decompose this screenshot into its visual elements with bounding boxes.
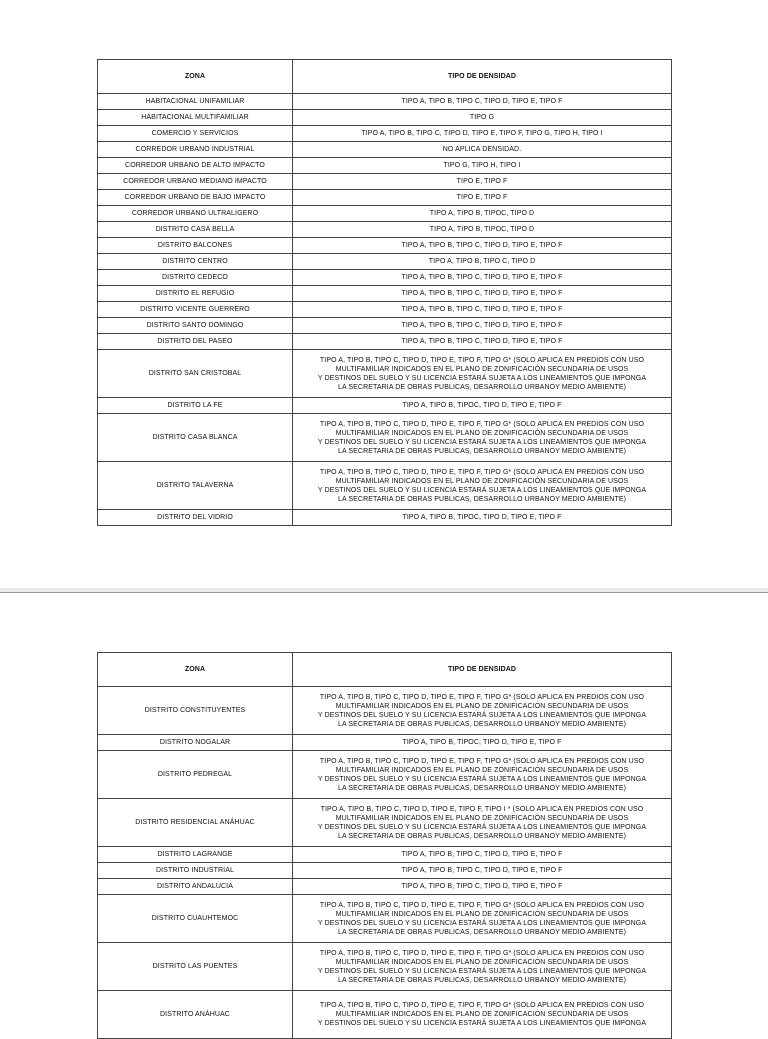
tipo-densidad-cell: TIPO A, TIPO B, TIPOC, TIPO D <box>293 206 672 222</box>
zona-cell: DISTRITO INDUSTRIAL <box>98 863 293 879</box>
table-row <box>98 302 672 318</box>
zona-cell: DISTRITO CENTRO <box>98 254 293 270</box>
table-row <box>98 398 672 414</box>
zona-cell: HABITACIONAL MULTIFAMILIAR <box>98 110 293 126</box>
table-row <box>98 174 672 190</box>
header-tipo: TIPO DE DENSIDAD <box>293 653 672 687</box>
zona-cell: DISTRITO SANTO DOMINGO <box>98 318 293 334</box>
zona-cell: CORREDOR URBANO ULTRALIGERO <box>98 206 293 222</box>
table-row <box>98 799 672 847</box>
zona-cell: HABITACIONAL UNIFAMILIAR <box>98 94 293 110</box>
tipo-densidad-cell: TIPO A, TIPO B, TIPO C, TIPO D, TIPO E, TIPO F <box>293 318 672 334</box>
table-header-row <box>98 653 672 687</box>
zona-cell: DISTRITO CUAUHTEMOC <box>98 895 293 943</box>
tipo-densidad-cell: TIPO A, TIPO B, TIPOC, TIPO D, TIPO E, TIPO F <box>293 735 672 751</box>
zona-cell: COMERCIO Y SERVICIOS <box>98 126 293 142</box>
table-row <box>98 142 672 158</box>
zona-cell: DISTRITO LAS PUENTES <box>98 943 293 991</box>
table-header-row <box>98 60 672 94</box>
header-zona: ZONA <box>98 653 293 687</box>
table-row <box>98 254 672 270</box>
table-row <box>98 350 672 398</box>
zona-cell: DISTRITO BALCONES <box>98 238 293 254</box>
zona-cell: DISTRITO LAGRANGE <box>98 847 293 863</box>
zona-cell: DISTRITO SAN CRISTOBAL <box>98 350 293 398</box>
zona-cell: DISTRITO ANÁHUAC <box>98 991 293 1039</box>
table-row <box>98 735 672 751</box>
tipo-densidad-cell: TIPO A, TIPO B, TIPOC, TIPO D <box>293 222 672 238</box>
table-row <box>98 510 672 526</box>
tipo-densidad-cell: TIPO A, TIPO B, TIPO C, TIPO D, TIPO E, TIPO F, TIPO I * (SOLO APLICA EN PREDIOS CON USO MULTIFAMILIAR INDICADOS EN EL PLANO DE ZONIFICACIÓN SECUNDARIA DE USOS Y DESTINOS DEL SUELO Y SU LICENCIA ESTARÁ SUJETA A LOS LINEAMIENTOS QUE IMPONGA LA SECRETARIA DE OBRAS PUBLICAS, DESARROLLO URBANOY MEDIO AMBIENTE) <box>293 799 672 847</box>
tipo-densidad-cell: TIPO A, TIPO B, TIPO C, TIPO D, TIPO E, TIPO F, TIPO G* (SOLO APLICA EN PREDIOS CON USO MULTIFAMILIAR INDICADOS EN EL PLANO DE ZONIFICACIÓN SECUNDARIA DE USOS Y DESTINOS DEL SUELO Y SU LICENCIA ESTARÁ SUJETA A LOS LINEAMIENTOS QUE IMPONGA LA SECRETARIA DE OBRAS PUBLICAS, DESARROLLO URBANOY MEDIO AMBIENTE) <box>293 350 672 398</box>
table-row <box>98 126 672 142</box>
tipo-densidad-cell: TIPO A, TIPO B, TIPO C, TIPO D, TIPO E, TIPO F, TIPO G* (SOLO APLICA EN PREDIOS CON USO MULTIFAMILIAR INDICADOS EN EL PLANO DE ZONIFICACIÓN SECUNDARIA DE USOS Y DESTINOS DEL SUELO Y SU LICENCIA ESTARÁ SUJETA A LOS LINEAMIENTOS QUE IMPONGA LA SECRETARIA DE OBRAS PUBLICAS, DESARROLLO URBANOY MEDIO AMBIENTE) <box>293 462 672 510</box>
zona-cell: DISTRITO TALAVERNA <box>98 462 293 510</box>
header-zona: ZONA <box>98 60 293 94</box>
tipo-densidad-cell: TIPO A, TIPO B, TIPO C, TIPO D, TIPO E, TIPO F <box>293 94 672 110</box>
table-row <box>98 334 672 350</box>
zona-cell: DISTRITO DEL PASEO <box>98 334 293 350</box>
table-row <box>98 687 672 735</box>
table-row <box>98 895 672 943</box>
zona-cell: DISTRITO CEDECO <box>98 270 293 286</box>
zona-cell: DISTRITO ANDALUCIA <box>98 879 293 895</box>
table-row <box>98 222 672 238</box>
header-tipo: TIPO DE DENSIDAD <box>293 60 672 94</box>
table-row <box>98 206 672 222</box>
tipo-densidad-cell: TIPO G <box>293 110 672 126</box>
tipo-densidad-cell: TIPO A, TIPO B, TIPO C, TIPO D, TIPO E, TIPO F <box>293 238 672 254</box>
tipo-densidad-cell: TIPO A, TIPO B, TIPO C, TIPO D <box>293 254 672 270</box>
tipo-densidad-cell: TIPO E, TIPO F <box>293 190 672 206</box>
zona-cell: DISTRITO EL REFUGIO <box>98 286 293 302</box>
tipo-densidad-cell: TIPO A, TIPO B, TIPO C, TIPO D, TIPO E, TIPO F, TIPO G* (SOLO APLICA EN PREDIOS CON USO MULTIFAMILIAR INDICADOS EN EL PLANO DE ZONIFICACIÓN SECUNDARIA DE USOS Y DESTINOS DEL SUELO Y SU LICENCIA ESTARÁ SUJETA A LOS LINEAMIENTOS QUE IMPONGA LA SECRETARIA DE OBRAS PUBLICAS, DESARROLLO URBANOY MEDIO AMBIENTE) <box>293 943 672 991</box>
tipo-densidad-cell: TIPO E, TIPO F <box>293 174 672 190</box>
tipo-densidad-cell: TIPO G, TIPO H, TIPO I <box>293 158 672 174</box>
tipo-densidad-cell: TIPO A, TIPO B, TIPO C, TIPO D, TIPO E, TIPO F, TIPO G* (SOLO APLICA EN PREDIOS CON USO MULTIFAMILIAR INDICADOS EN EL PLANO DE ZONIFICACIÓN SECUNDARIA DE USOS Y DESTINOS DEL SUELO Y SU LICENCIA ESTARÁ SUJETA A LOS LINEAMIENTOS QUE IMPONGA LA SECRETARIA DE OBRAS PUBLICAS, DESARROLLO URBANOY MEDIO AMBIENTE) <box>293 414 672 462</box>
zona-cell: DISTRITO PEDREGAL <box>98 751 293 799</box>
tipo-densidad-cell: TIPO A, TIPO B, TIPOC, TIPO D, TIPO E, TIPO F <box>293 510 672 526</box>
table-row <box>98 462 672 510</box>
density-table-page-1 <box>97 59 672 526</box>
tipo-densidad-cell: TIPO A, TIPO B, TIPO C, TIPO D, TIPO E, TIPO F, TIPO G* (SOLO APLICA EN PREDIOS CON USO MULTIFAMILIAR INDICADOS EN EL PLANO DE ZONIFICACIÓN SECUNDARIA DE USOS Y DESTINOS DEL SUELO Y SU LICENCIA ESTARÁ SUJETA A LOS LINEAMIENTOS QUE IMPONGA LA SECRETARIA DE OBRAS PUBLICAS, DESARROLLO URBANOY MEDIO AMBIENTE) <box>293 751 672 799</box>
tipo-densidad-cell: TIPO A, TIPO B, TIPO C, TIPO D, TIPO E, TIPO F <box>293 302 672 318</box>
zona-cell: DISTRITO RESIDENCIAL ANÁHUAC <box>98 799 293 847</box>
tipo-densidad-cell: NO APLICA DENSIDAD. <box>293 142 672 158</box>
tipo-densidad-cell: TIPO A, TIPO B, TIPO C, TIPO D, TIPO E, TIPO F, TIPO G* (SOLO APLICA EN PREDIOS CON USO MULTIFAMILIAR INDICADOS EN EL PLANO DE ZONIFICACIÓN SECUNDARIA DE USOS Y DESTINOS DEL SUELO Y SU LICENCIA ESTARÁ SUJETA A LOS LINEAMIENTOS QUE IMPONGA LA SECRETARIA DE OBRAS PUBLICAS, DESARROLLO URBANOY MEDIO AMBIENTE) <box>293 687 672 735</box>
table-row <box>98 318 672 334</box>
table-row <box>98 414 672 462</box>
tipo-densidad-cell: TIPO A, TIPO B, TIPO C, TIPO D, TIPO E, TIPO F <box>293 286 672 302</box>
table-row <box>98 943 672 991</box>
table-row <box>98 879 672 895</box>
tipo-densidad-cell: TIPO A, TIPO B, TIPO C, TIPO D, TIPO E, TIPO F, TIPO G* (SOLO APLICA EN PREDIOS CON USO MULTIFAMILIAR INDICADOS EN EL PLANO DE ZONIFICACIÓN SECUNDARIA DE USOS Y DESTINOS DEL SUELO Y SU LICENCIA ESTARÁ SUJETA A LOS LINEAMIENTOS QUE IMPONGA <box>293 991 672 1039</box>
zona-cell: DISTRITO DEL VIDRIO <box>98 510 293 526</box>
table-row <box>98 270 672 286</box>
zona-cell: DISTRITO LA FE <box>98 398 293 414</box>
table-row <box>98 238 672 254</box>
zona-cell: DISTRITO CASA BLANCA <box>98 414 293 462</box>
table-row <box>98 158 672 174</box>
zona-cell: DISTRITO NOGALAR <box>98 735 293 751</box>
table-row <box>98 991 672 1039</box>
zona-cell: DISTRITO CASA BELLA <box>98 222 293 238</box>
tipo-densidad-cell: TIPO A, TIPO B, TIPO C, TIPO D, TIPO E, TIPO F <box>293 334 672 350</box>
document-page-2 <box>0 592 768 1025</box>
zona-cell: CORREDOR URBANO INDUSTRIAL <box>98 142 293 158</box>
tipo-densidad-cell: TIPO A, TIPO B, TIPOC, TIPO D, TIPO E, TIPO F <box>293 398 672 414</box>
zona-cell: CORREDOR URBANO DE ALTO IMPACTO <box>98 158 293 174</box>
table-row <box>98 110 672 126</box>
tipo-densidad-cell: TIPO A, TIPO B, TIPO C, TIPO D, TIPO E, TIPO F, TIPO G, TIPO H, TIPO I <box>293 126 672 142</box>
tipo-densidad-cell: TIPO A, TIPO B, TIPO C, TIPO D, TIPO E, TIPO F, TIPO G* (SOLO APLICA EN PREDIOS CON USO MULTIFAMILIAR INDICADOS EN EL PLANO DE ZONIFICACIÓN SECUNDARIA DE USOS Y DESTINOS DEL SUELO Y SU LICENCIA ESTARÁ SUJETA A LOS LINEAMIENTOS QUE IMPONGA LA SECRETARIA DE OBRAS PUBLICAS, DESARROLLO URBANOY MEDIO AMBIENTE) <box>293 895 672 943</box>
table-row <box>98 286 672 302</box>
table-row <box>98 863 672 879</box>
zona-cell: CORREDOR URBANO DE BAJO IMPACTO <box>98 190 293 206</box>
table-row <box>98 190 672 206</box>
tipo-densidad-cell: TIPO A, TIPO B, TIPO C, TIPO D, TIPO E, TIPO F <box>293 863 672 879</box>
zona-cell: DISTRITO VICENTE GUERRERO <box>98 302 293 318</box>
table-row <box>98 751 672 799</box>
tipo-densidad-cell: TIPO A, TIPO B, TIPO C, TIPO D, TIPO E, TIPO F <box>293 879 672 895</box>
table-row <box>98 94 672 110</box>
tipo-densidad-cell: TIPO A, TIPO B, TIPO C, TIPO D, TIPO E, TIPO F <box>293 270 672 286</box>
tipo-densidad-cell: TIPO A, TIPO B, TIPO C, TIPO D, TIPO E, TIPO F <box>293 847 672 863</box>
zona-cell: DISTRITO CONSTITUYENTES <box>98 687 293 735</box>
table-row <box>98 847 672 863</box>
density-table-page-2 <box>97 652 672 1039</box>
zona-cell: CORREDOR URBANO MEDIANO IMPACTO <box>98 174 293 190</box>
